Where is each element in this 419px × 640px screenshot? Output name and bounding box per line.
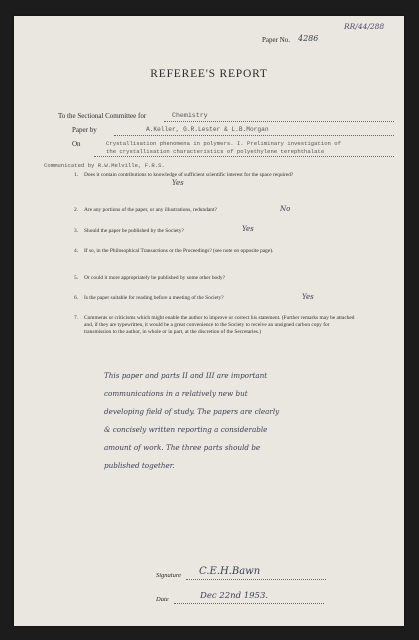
answer-3: Yes: [242, 225, 254, 233]
on-label: On: [72, 140, 81, 148]
signature-rule: [186, 579, 326, 580]
paper-by-value: A.Keller, G.R.Lester & L.B.Morgan: [146, 126, 269, 133]
comment-line-4: & concisely written reporting a considerable: [104, 425, 268, 434]
paper-number-label: Paper No.: [262, 36, 290, 44]
on-line-1: Crystallisation phenomena in polymers. I. Preliminary investigation of: [106, 140, 341, 147]
comment-line-6: published together.: [104, 461, 175, 470]
comment-line-3: developing field of study. The papers are clearly: [104, 407, 280, 416]
signature-value: C.E.H.Bawn: [199, 566, 261, 577]
on-rule: [94, 156, 394, 157]
signature-label: Signature: [156, 572, 182, 579]
committee-rule: [164, 121, 394, 122]
date-rule: [174, 603, 324, 604]
archive-reference: RR/44/288: [344, 22, 385, 31]
comment-line-2: communications in a relatively new but: [104, 389, 248, 398]
page-title: REFEREE'S REPORT: [150, 68, 268, 80]
answer-1: Yes: [172, 179, 184, 187]
paper-number-value: 4286: [298, 34, 319, 43]
committee-value: Chemistry: [172, 112, 208, 119]
paper-by-label: Paper by: [72, 126, 97, 134]
report-sheet: RR/44/288 Paper No. 4286 REFEREE'S REPORT To the Sectional Committee for Chemistry Paper by A.Keller, G.R.Lester & L.B.Morgan On Crystallisation phenomena in polymers. I. Preliminary investigation of the crystallisation characteristics of polyethylene terephthalate Communicated by R.W.Melville, F.R.S. 1. Does it contain contributions to knowledge of sufficient scientific interest for the space required? Yes 2. Are any portions of the paper, or any illustrations, redundant? No 3. Should the paper be published by the Society? Yes 4. If so, in the Philosophical Transactions or the Proceedings? (see note on opposite page). 5. Or could it more appropriately be published by some other body? 6. Is the paper suitable for reading before a meeting of the Society? Yes 7. Comments or criticisms which might enable the author to improve or correct his statement. (Further remarks may be attached and, if they are typewritten, it would be a great convenience to the Society to receive an unsigned carbon copy for transmission to the author, in whole or in part, at the discretion of the Secretaries.) This paper and parts II and III are important communications in a relatively new but developing field of study. The papers are clearly & concisely written reporting a considerable amount of work. The three parts should be published together. Signature C.E.H.Bawn Date Dec 22nd 1953.: [14, 16, 404, 626]
paper-by-rule: [114, 135, 394, 136]
question-1: 1. Does it contain contributions to knowledge of sufficient scientific interest for the space required?: [74, 172, 294, 178]
comment-line-1: This paper and parts II and III are important: [104, 371, 268, 380]
comment-line-5: amount of work. The three parts should be: [104, 443, 261, 452]
on-line-2: the crystallisation characteristics of polyethylene terephthalate: [106, 148, 325, 155]
answer-2: No: [280, 205, 291, 213]
answer-6: Yes: [302, 293, 314, 301]
date-value: Dec 22nd 1953.: [200, 591, 269, 601]
communicated-by: Communicated by R.W.Melville, F.R.S.: [44, 162, 165, 169]
date-label: Date: [156, 596, 169, 603]
committee-label: To the Sectional Committee for: [58, 112, 147, 120]
